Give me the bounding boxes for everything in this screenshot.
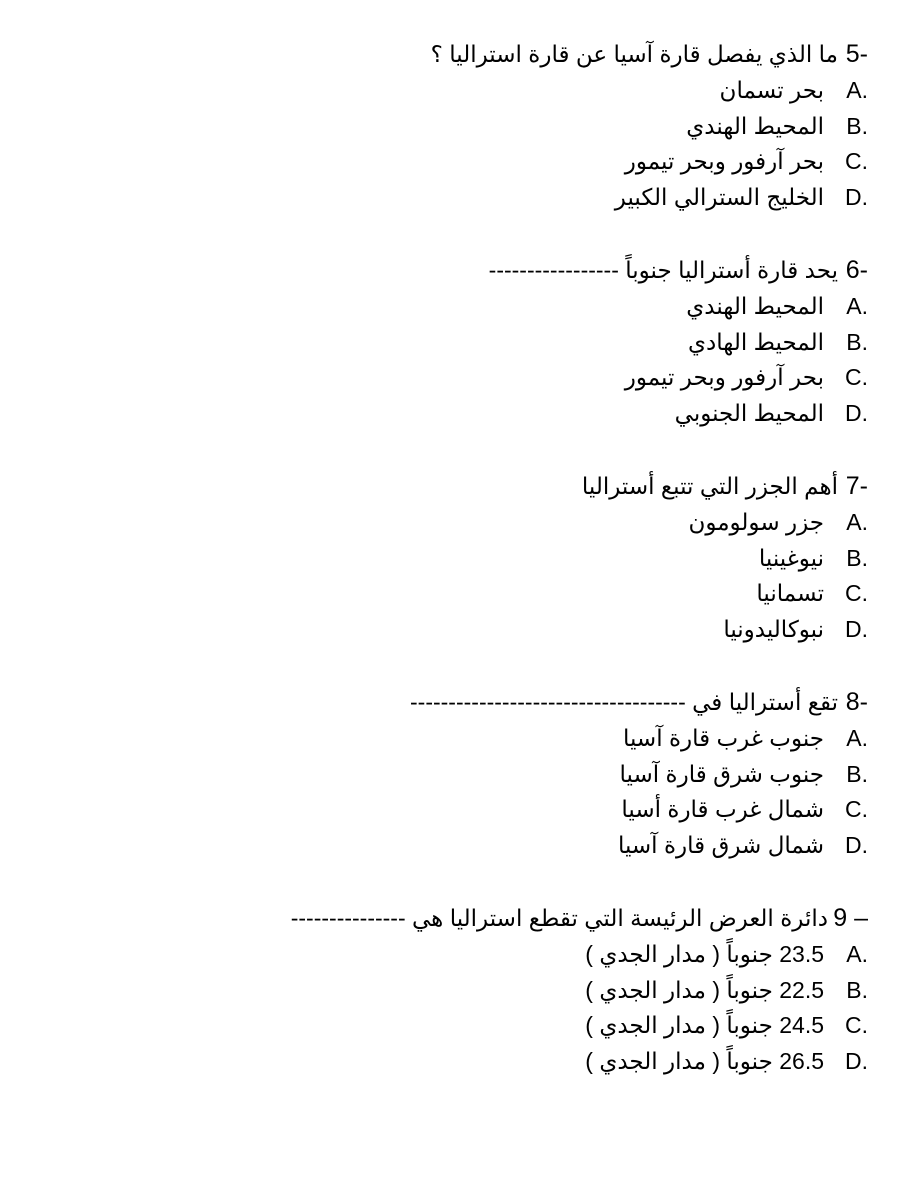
option-text: جنوب غرب قارة آسيا: [622, 725, 824, 751]
question-text: ما الذي يفصل قارة آسيا عن قارة استراليا ؟: [430, 41, 838, 67]
question-8: [0, 684, 900, 863]
option-text: الخليج السترالي الكبير: [614, 184, 824, 211]
option-letter: C.: [845, 796, 868, 823]
question-text: يحد قارة أستراليا جنوباً -----------------: [488, 257, 838, 283]
option-c: [0, 1007, 900, 1043]
option-letter: A.: [846, 509, 868, 535]
question-number: 8-: [845, 688, 868, 716]
option-c: [0, 359, 900, 395]
option-text: نيوغينيا: [758, 544, 824, 571]
option-a: [0, 288, 900, 324]
question-6: [0, 252, 900, 431]
option-letter: C.: [845, 580, 868, 607]
option-text: نبوكاليدونيا: [723, 616, 824, 643]
option-a: [0, 72, 900, 108]
option-b: [0, 324, 900, 360]
option-letter: B.: [846, 760, 868, 787]
option-text: بحر آرفور وبحر تيمور: [624, 148, 824, 175]
option-letter: C.: [845, 1012, 868, 1039]
question-text: أهم الجزر التي تتبع أستراليا: [581, 473, 838, 499]
question-5: [0, 36, 900, 215]
option-text: 22.5 جنوباً ( مدار الجدي ): [585, 976, 824, 1003]
option-text: تسمانيا: [756, 580, 824, 607]
option-letter: D.: [845, 184, 868, 211]
option-letter: D.: [845, 400, 868, 427]
option-c: [0, 143, 900, 179]
option-letter: A.: [846, 725, 868, 751]
question-number: 5-: [845, 40, 868, 68]
option-text: المحيط الهادي: [688, 328, 824, 355]
option-letter: B.: [846, 976, 868, 1003]
option-letter: B.: [846, 112, 868, 139]
question-9: [0, 900, 900, 1079]
option-text: 24.5 جنوباً ( مدار الجدي ): [585, 1012, 824, 1039]
option-text: جزر سولومون: [688, 509, 824, 535]
option-d: [0, 1043, 900, 1079]
option-b: [0, 108, 900, 144]
option-letter: C.: [845, 148, 868, 175]
option-text: المحيط الهندي: [686, 293, 824, 319]
option-letter: B.: [846, 544, 868, 571]
option-c: [0, 575, 900, 611]
option-letter: D.: [845, 1048, 868, 1075]
option-text: شمال غرب قارة أسيا: [621, 796, 824, 823]
option-letter: A.: [846, 293, 868, 319]
option-a: [0, 504, 900, 540]
option-text: المحيط الهندي: [686, 112, 824, 139]
option-b: [0, 540, 900, 576]
option-letter: D.: [845, 616, 868, 643]
option-text: بحر آرفور وبحر تيمور: [624, 364, 824, 391]
option-c: [0, 791, 900, 827]
question-text: دائرة العرض الرئيسة التي تقطع استراليا هي ---------------: [290, 905, 828, 931]
option-d: [0, 611, 900, 647]
option-letter: B.: [846, 328, 868, 355]
option-a: [0, 936, 900, 972]
question-number: 7-: [845, 472, 868, 500]
option-a: [0, 720, 900, 756]
option-text: 23.5 جنوباً ( مدار الجدي ): [585, 941, 824, 967]
option-letter: A.: [846, 77, 868, 103]
option-b: [0, 972, 900, 1008]
question-text: تقع أستراليا في ------------------------------------: [410, 689, 838, 715]
option-d: [0, 179, 900, 215]
option-text: جنوب شرق قارة آسيا: [619, 760, 824, 787]
option-d: [0, 827, 900, 863]
question-7: [0, 468, 900, 647]
question-number: 9 –: [833, 904, 868, 932]
option-text: المحيط الجنوبي: [674, 400, 824, 427]
option-text: شمال شرق قارة آسيا: [617, 832, 824, 859]
option-b: [0, 756, 900, 792]
option-d: [0, 395, 900, 431]
option-letter: A.: [846, 941, 868, 967]
option-letter: D.: [845, 832, 868, 859]
option-letter: C.: [845, 364, 868, 391]
option-text: 26.5 جنوباً ( مدار الجدي ): [585, 1048, 824, 1075]
question-number: 6-: [845, 256, 868, 284]
option-text: بحر تسمان: [719, 77, 824, 103]
